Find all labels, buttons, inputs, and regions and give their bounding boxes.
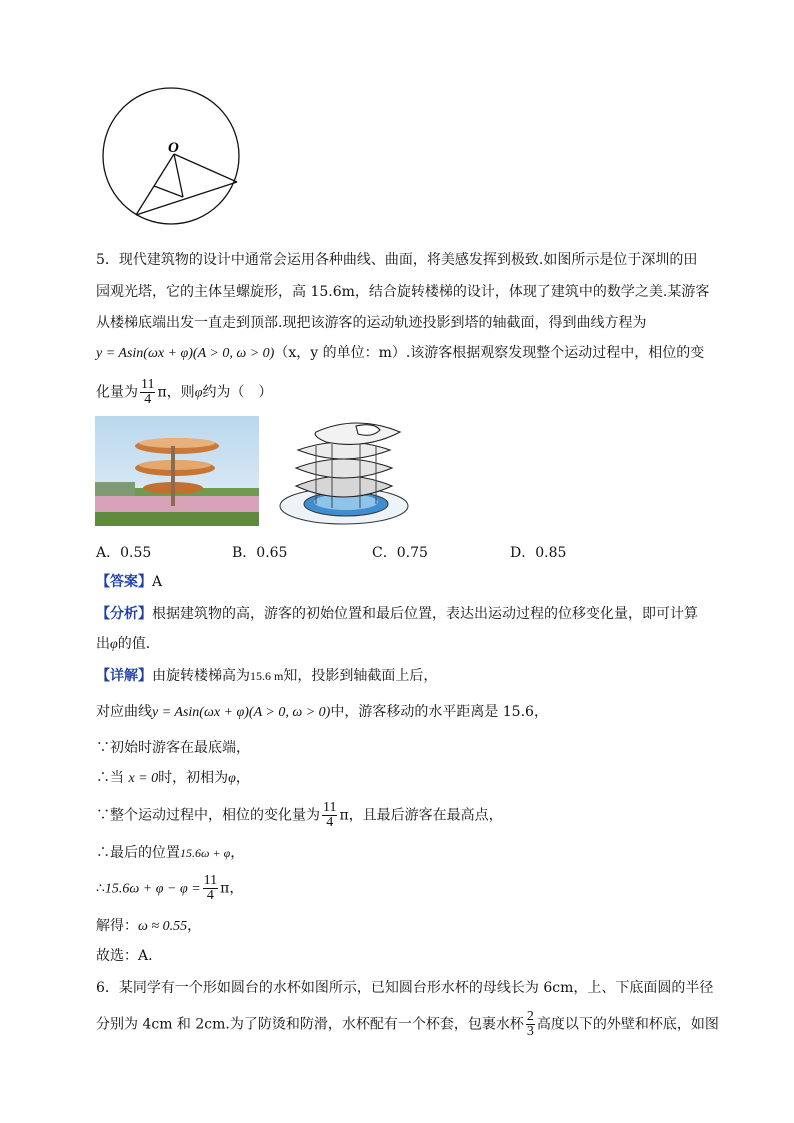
- analysis-line-2: 出φ的值.: [96, 636, 151, 652]
- detail-line-3: ∵初始时游客在最底端，: [96, 740, 250, 756]
- option-a: A．0.55: [96, 545, 152, 561]
- q5-line-5: 化量为 $\frac{11}{4}$ π，则φ约为（ ）: [96, 377, 273, 407]
- detail-line-6: ∴最后的位置15.6ω + φ，: [96, 845, 245, 861]
- option-d: D．0.85: [510, 545, 567, 561]
- option-b: B．0.65: [232, 545, 288, 561]
- q5-line-4: [96, 343, 704, 364]
- q5-line-4-text: （x，y 的单位：m）.该游客根据观察发现整个运动过程中，相位的变: [274, 345, 705, 361]
- q5-equation: y = Asin(ωx + φ)(A > 0, ω > 0): [96, 346, 275, 361]
- analysis-line-1: 【分析】根据建筑物的高，游客的初始位置和最后位置，表达出运动过程的位移变化量，即可计算: [96, 606, 698, 622]
- q6-fraction: $\frac{2}{3}$: [526, 1009, 534, 1039]
- q6-line-1: 6．某同学有一个形如圆台的水杯如图所示，已知圆台形水杯的母线长为 6cm，上、下底面圆的半径: [96, 980, 714, 996]
- answer-line: [96, 572, 162, 592]
- detail-line-2: 对应曲线y = Asin(ωx + φ)(A > 0, ω > 0)中，游客移动的水平距离是 15.6，: [96, 704, 548, 720]
- chord-line: [136, 182, 237, 215]
- circle-figure: [100, 70, 242, 230]
- q6-line-2: 分别为 4cm 和 2cm.为了防烫和防滑，水杯配有一个杯套，包裹水杯 $\frac{2}{3}$ 高度以下的外壁和杯底，如图: [96, 1009, 719, 1039]
- detail-fraction-2: $\frac{11}{4}$: [203, 873, 218, 903]
- tower-photo: [95, 416, 259, 526]
- analysis-tag: 【分析】: [96, 606, 152, 622]
- detail-line-5: ∵整个运动过程中，相位的变化量为 $\frac{11}{4}$ π，且最后游客在最高点，: [96, 800, 503, 830]
- detail-fraction-1: $\frac{11}{4}$: [323, 800, 337, 830]
- answer-text: A: [152, 574, 163, 590]
- answer-tag: 【答案】: [96, 574, 152, 590]
- inner-line: [174, 154, 183, 197]
- detail-tag: 【详解】: [96, 668, 152, 684]
- radius-line-left: [136, 154, 174, 215]
- q5-line-2: 园观光塔，它的主体呈螺旋形，高 15.6m，结合旋转楼梯的设计，体现了建筑中的数学之美.某游客: [96, 284, 710, 300]
- spiral-diagram: [276, 416, 412, 528]
- detail-line-1: 【详解】由旋转楼梯高为15.6 m知，投影到轴截面上后，: [96, 668, 438, 684]
- q5-fraction: $\frac{11}{4}$: [141, 377, 155, 407]
- detail-line-4: ∴当 x = 0时，初相为φ，: [96, 770, 250, 786]
- detail-line-8: 解得：ω ≈ 0.55，: [96, 918, 202, 934]
- option-c: C．0.75: [372, 545, 428, 561]
- center-label: O: [168, 140, 179, 156]
- q5-line-1: 5．现代建筑物的设计中通常会运用各种曲线、曲面，将美感发挥到极致.如图所示是位于深圳的田: [96, 252, 698, 268]
- inner-line-2: [154, 186, 183, 197]
- radius-line-right: [174, 154, 237, 182]
- detail-line-9: 故选：A.: [96, 948, 153, 964]
- detail-line-7: ∴15.6ω + φ − φ = $\frac{11}{4}$ π，: [96, 873, 244, 903]
- q5-line-3: 从楼梯底端出发一直走到顶部.现把该游客的运动轨迹投影到塔的轴截面，得到曲线方程为: [96, 315, 647, 331]
